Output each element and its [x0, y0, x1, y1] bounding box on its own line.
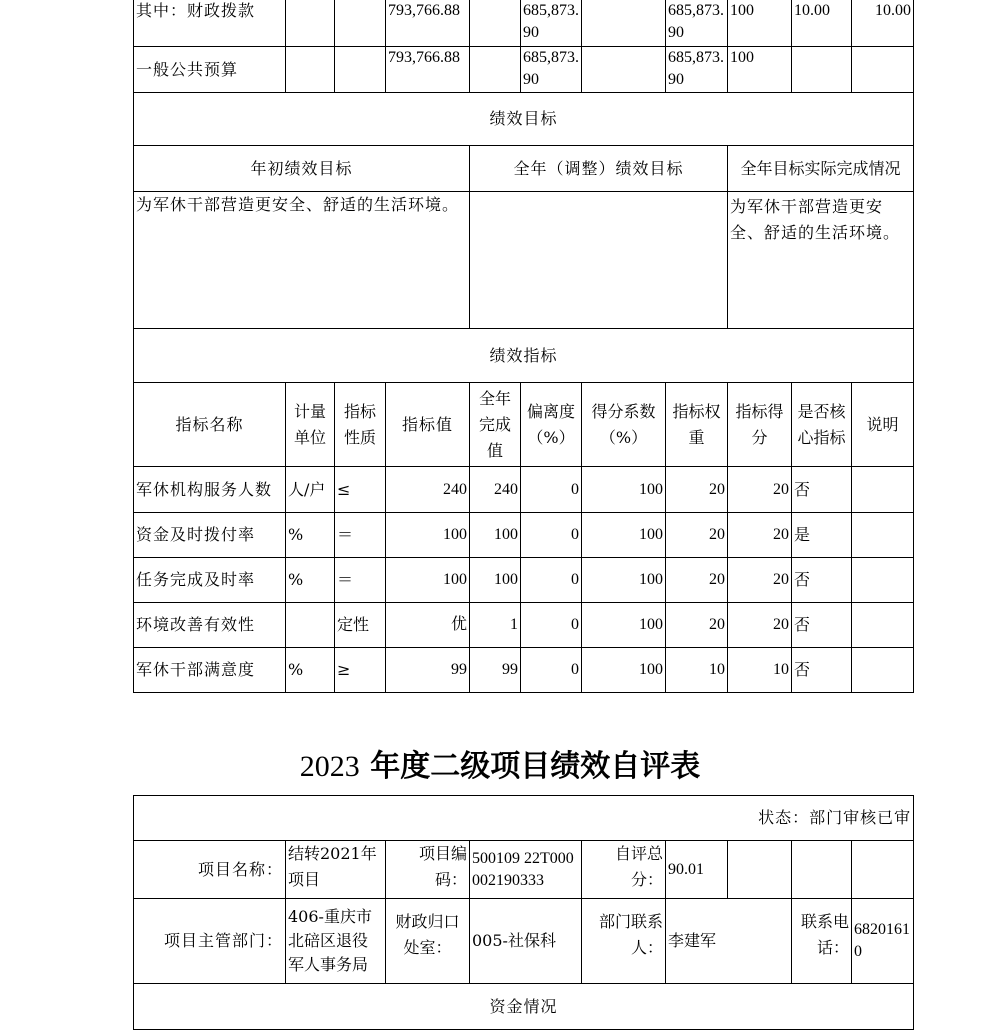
- indicator-note: [852, 558, 914, 603]
- rate-cell: 100: [728, 0, 792, 47]
- indicator-score: 20: [728, 558, 792, 603]
- header-core: 是否核心指标: [792, 383, 852, 467]
- indicator-deviation: 0: [521, 467, 582, 513]
- goals-initial-text: 为军休干部营造更安全、舒适的生活环境。: [134, 192, 470, 329]
- indicator-coef: 100: [582, 603, 666, 648]
- adjusted-cell: 685,873.90: [521, 0, 582, 47]
- score-cell: 10.00: [852, 0, 914, 47]
- title-year: 2023: [299, 750, 360, 783]
- indicator-name: 环境改善有效性: [134, 603, 286, 648]
- score-weight-cell: [792, 47, 852, 93]
- indicator-target: 99: [386, 648, 470, 693]
- indicator-actual: 100: [470, 513, 521, 558]
- indicator-score: 20: [728, 513, 792, 558]
- indicator-score: 10: [728, 648, 792, 693]
- indicator-score: 20: [728, 467, 792, 513]
- header-actual: 全年完成值: [470, 383, 521, 467]
- indicator-target: 100: [386, 558, 470, 603]
- header-coef: 得分系数（%）: [582, 383, 666, 467]
- indicator-deviation: 0: [521, 648, 582, 693]
- indicator-nature: ＝: [335, 513, 386, 558]
- funds-row-name: 一般公共预算: [134, 47, 286, 93]
- indicator-deviation: 0: [521, 603, 582, 648]
- indicator-weight: 20: [666, 558, 728, 603]
- goals-section-title: 绩效目标: [134, 93, 914, 146]
- budget-cell: 793,766.88: [386, 0, 470, 47]
- funds-row-fiscal: [134, 0, 914, 47]
- header-note: 说明: [852, 383, 914, 467]
- indicator-core: 否: [792, 648, 852, 693]
- dept-value: 406-重庆市北碚区退役军人事务局: [286, 899, 386, 984]
- self-score-value: 90.01: [666, 841, 728, 899]
- executed-cell: 685,873.90: [666, 0, 728, 47]
- indicator-weight: 20: [666, 603, 728, 648]
- dept-label: 项目主管部门：: [134, 899, 286, 984]
- indicator-note: [852, 648, 914, 693]
- goals-adjusted-text: [470, 192, 728, 329]
- indicator-actual: 100: [470, 558, 521, 603]
- indicator-nature: ＝: [335, 558, 386, 603]
- project-name-label: 项目名称：: [134, 841, 286, 899]
- indicator-weight: 10: [666, 648, 728, 693]
- executed-cell: 685,873.90: [666, 47, 728, 93]
- indicator-core: 否: [792, 467, 852, 513]
- project-name-value: 结转2021年项目: [286, 841, 386, 899]
- indicator-core: 否: [792, 558, 852, 603]
- status-label: 状态：部门审核已审: [134, 796, 914, 841]
- indicator-unit: 人/户: [286, 467, 335, 513]
- goals-adjusted-header: 全年（调整）绩效目标: [470, 146, 728, 192]
- indicator-row: [134, 467, 914, 513]
- indicator-deviation: 0: [521, 513, 582, 558]
- indicator-coef: 100: [582, 513, 666, 558]
- indicator-deviation: 0: [521, 558, 582, 603]
- rate-cell: 100: [728, 47, 792, 93]
- score-weight-cell: 10.00: [792, 0, 852, 47]
- funds-row-general: [134, 47, 914, 93]
- indicator-nature: ≤: [335, 467, 386, 513]
- header-score: 指标得分: [728, 383, 792, 467]
- indicator-unit: %: [286, 558, 335, 603]
- adjusted-cell: 685,873.90: [521, 47, 582, 93]
- indicators-section-title: 绩效指标: [134, 329, 914, 383]
- indicator-row: [134, 513, 914, 558]
- indicators-header-row: [134, 383, 914, 467]
- indicator-target: 优: [386, 603, 470, 648]
- indicator-row: [134, 648, 914, 693]
- indicator-row: [134, 558, 914, 603]
- finance-office-label: 财政归口处室：: [386, 899, 470, 984]
- indicator-weight: 20: [666, 513, 728, 558]
- funds-row-name: 其中：财政拨款: [134, 0, 286, 47]
- indicator-name: 军休机构服务人数: [134, 467, 286, 513]
- header-target: 指标值: [386, 383, 470, 467]
- score-cell: [852, 47, 914, 93]
- indicator-target: 100: [386, 513, 470, 558]
- indicator-note: [852, 467, 914, 513]
- project-info-table: [133, 795, 914, 1030]
- indicator-row: [134, 603, 914, 648]
- indicator-unit: %: [286, 513, 335, 558]
- second-table-title: [0, 745, 1000, 789]
- indicator-nature: ≥: [335, 648, 386, 693]
- header-unit: 计量单位: [286, 383, 335, 467]
- indicator-coef: 100: [582, 467, 666, 513]
- goals-actual-text: 为军休干部营造更安全、舒适的生活环境。: [728, 192, 914, 329]
- header-weight: 指标权重: [666, 383, 728, 467]
- indicator-coef: 100: [582, 558, 666, 603]
- project-code-label: 项目编码：: [386, 841, 470, 899]
- contact-label: 部门联系人：: [582, 899, 666, 984]
- indicator-weight: 20: [666, 467, 728, 513]
- contact-value: 李建军: [666, 899, 792, 984]
- header-indicator-name: 指标名称: [134, 383, 286, 467]
- indicator-note: [852, 513, 914, 558]
- indicator-actual: 1: [470, 603, 521, 648]
- header-nature: 指标性质: [335, 383, 386, 467]
- indicator-unit: %: [286, 648, 335, 693]
- indicator-score: 20: [728, 603, 792, 648]
- self-score-label: 自评总分：: [582, 841, 666, 899]
- indicator-core: 否: [792, 603, 852, 648]
- budget-cell: 793,766.88: [386, 47, 470, 93]
- title-text: 年度二级项目绩效自评表: [370, 749, 701, 784]
- indicator-name: 任务完成及时率: [134, 558, 286, 603]
- project-code-value: 500109 22T000002190333: [470, 841, 582, 899]
- indicator-actual: 240: [470, 467, 521, 513]
- performance-table: [133, 0, 914, 693]
- funds-section-title: 资金情况: [134, 984, 914, 1030]
- header-deviation: 偏离度（%）: [521, 383, 582, 467]
- goals-initial-header: 年初绩效目标: [134, 146, 470, 192]
- finance-office-value: 005-社保科: [470, 899, 582, 984]
- phone-value: 68201610: [852, 899, 914, 984]
- indicator-coef: 100: [582, 648, 666, 693]
- goals-actual-header: 全年目标实际完成情况: [728, 146, 914, 192]
- indicator-name: 资金及时拨付率: [134, 513, 286, 558]
- indicator-note: [852, 603, 914, 648]
- indicator-unit: [286, 603, 335, 648]
- phone-label: 联系电话：: [792, 899, 852, 984]
- indicator-core: 是: [792, 513, 852, 558]
- indicator-target: 240: [386, 467, 470, 513]
- indicator-nature: 定性: [335, 603, 386, 648]
- indicator-name: 军休干部满意度: [134, 648, 286, 693]
- indicator-actual: 99: [470, 648, 521, 693]
